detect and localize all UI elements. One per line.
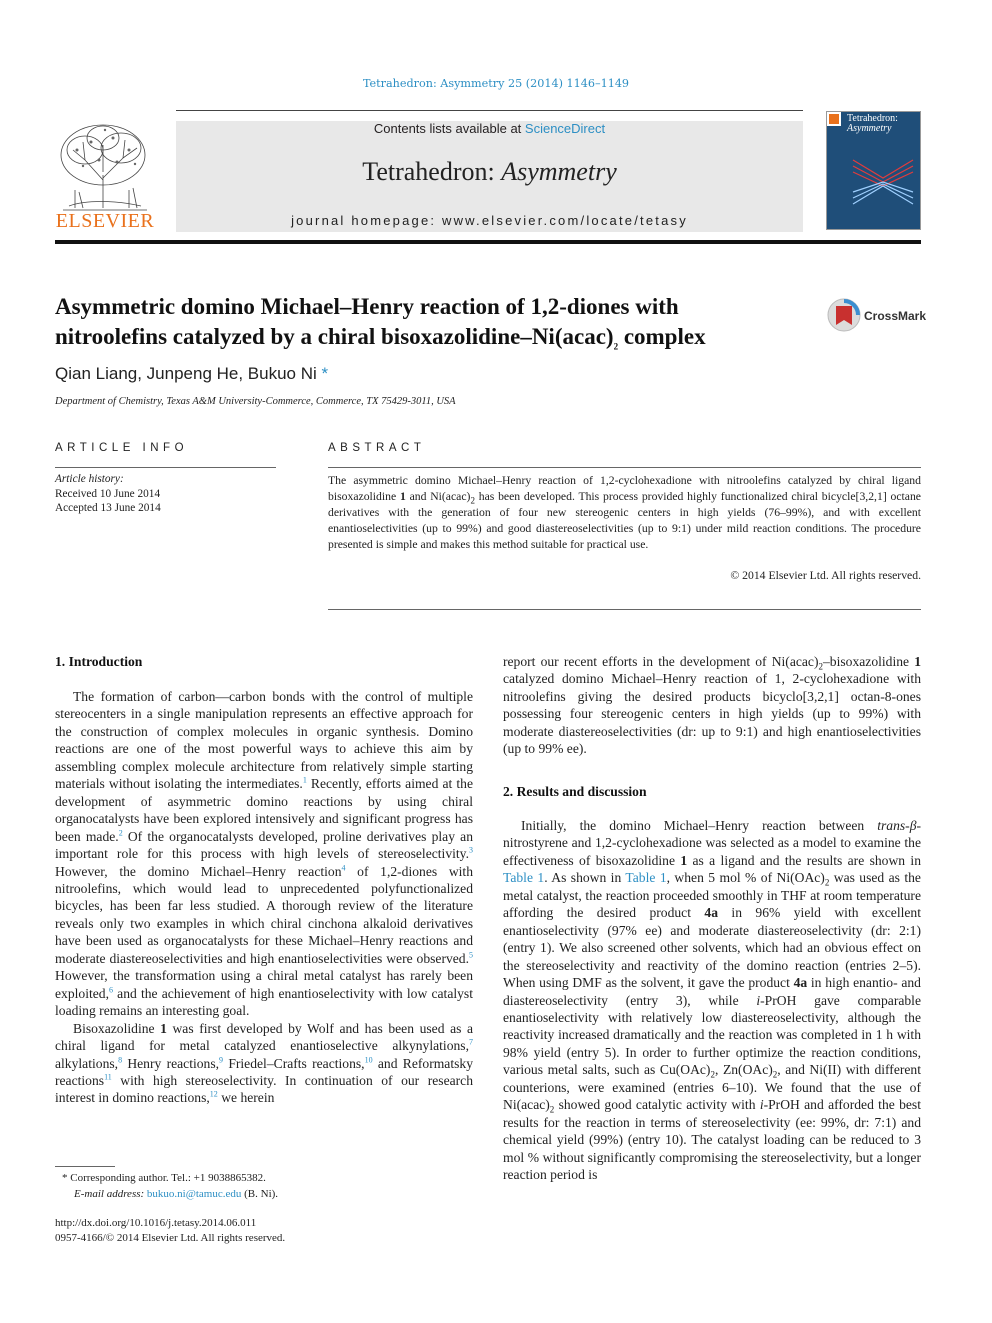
corresponding-author-note — [62, 1170, 266, 1186]
results-body — [503, 817, 921, 1184]
article-history — [55, 472, 161, 516]
contents-line — [176, 121, 803, 136]
compound-ref: 4a — [793, 975, 808, 991]
title-sub: 2 — [613, 341, 619, 352]
affiliation: Department of Chemistry, Texas A&M University-Commerce, Commerce, TX 75429-3011, USA — [55, 396, 456, 407]
text: -PrOH and afforded the best results for the reaction in terms of stereoselectivity (ee: 99%, dr: 7:1) and chemical yield (99%) (entry 10). The catalyst loading can be reduced to 3 mol % without significantly compromising the stereoselectivity, but a longer reaction period is — [503, 1097, 921, 1183]
cover-title-b: Asymmetry — [847, 123, 892, 134]
italic-text: i — [756, 992, 761, 1008]
doi-link[interactable]: http://dx.doi.org/10.1016/j.tetasy.2014.06.011 — [55, 1217, 257, 1229]
text: Friedel–Crafts reactions, — [223, 1055, 365, 1071]
journal-header-banner — [176, 121, 803, 232]
abstract-bottom-rule — [328, 609, 921, 610]
section-heading-results: 2. Results and discussion — [503, 784, 647, 799]
article-title — [55, 292, 815, 352]
text: However, the transformation using a chiral metal catalyst has rarely been exploited, — [55, 968, 473, 1001]
author-names: Qian Liang, Junpeng He, Bukuo Ni — [55, 364, 322, 383]
text: . As shown in — [544, 870, 626, 886]
text: , when 5 mol % of Ni(OAc) — [666, 870, 825, 886]
history-label: Article history: — [55, 473, 124, 485]
text: -nitrostyrene and 1,2-cyclohexadione was selected as a model to examine the effectiveness of bisoxazolidine — [503, 818, 921, 868]
crossmark-label[interactable]: CrossMark — [864, 309, 927, 323]
subscript: 2 — [549, 1104, 555, 1115]
compound-ref: 1 — [680, 852, 688, 868]
text: alkylations, — [55, 1055, 119, 1071]
introduction-body — [55, 688, 473, 1107]
reference-link[interactable]: 5 — [469, 950, 473, 960]
journal-citation[interactable]: Tetrahedron: Asymmetry 25 (2014) 1146–1149 — [362, 77, 630, 90]
reference-link[interactable]: 2 — [118, 828, 123, 838]
title-line-2-a: nitroolefins catalyzed by a chiral bisoxazolidine–Ni(acac) — [55, 324, 614, 349]
italic-text: trans-β — [877, 818, 917, 833]
text: , Zn(OAc) — [714, 1062, 773, 1078]
title-line-1: Asymmetric domino Michael–Henry reaction of 1,2-diones with — [55, 294, 679, 319]
received-date: Received 10 June 2014 — [55, 487, 161, 500]
compound-ref: 1 — [914, 654, 921, 669]
abstract-text — [328, 473, 921, 553]
text: was first developed by Wolf and has been used as a chiral ligand for metal catalyzed enantioselective alkynylations, — [55, 1020, 473, 1054]
text: Initially, the domino Michael–Henry reaction between — [521, 818, 878, 833]
subscript: 2 — [818, 661, 823, 672]
table-1-link[interactable]: Table 1 — [503, 870, 545, 886]
text: of 1,2-diones with nitroolefins, which would lead to unprecedented polyfunctionalized bicycles, has been far less studied. A thorough review of the literature reveals only two examples in which chiral cinchona alkaloid derivatives have been used as organocatalysts for these Michael–Henry reactions and moderate diastereoselectivities and high enantioselectivities were observed. — [55, 863, 473, 966]
text: However, the domino Michael–Henry reaction — [55, 863, 342, 879]
reference-link[interactable]: 8 — [118, 1054, 123, 1064]
email-label: E-mail address: — [74, 1188, 147, 1200]
reference-link[interactable]: 6 — [108, 985, 113, 995]
intro-paragraph-3 — [503, 653, 921, 758]
text: and the achievement of high enantioselectivity with low catalyst loading remains an interesting goal. — [55, 985, 473, 1019]
title-line-2 — [55, 322, 815, 352]
subscript: 2 — [470, 495, 475, 506]
sciencedirect-link[interactable]: ScienceDirect — [524, 121, 606, 136]
text: -PrOH gave comparable enantioselectivity with relatively low diastereoselectivity, although the reactivity increased dramatically and the reaction was completed in 1 h with 98% yield (entry 5). In order to further optimize the reaction conditions, various metal salts, such as Cu(OAc) — [503, 992, 921, 1078]
text: with high stereoselectivity. In continuation of our research interest in domino reactions, — [55, 1072, 473, 1106]
subscript: 2 — [824, 878, 830, 889]
text: , and Ni(II) with different counterions, were examined (entries 6–10). We found that the use of Ni(acac) — [503, 1062, 921, 1113]
title-line-2-b: complex — [618, 324, 706, 349]
elsevier-wordmark: ELSEVIER — [55, 210, 155, 232]
journal-title-italic: Asymmetry — [501, 157, 617, 186]
section-heading-introduction: 1. Introduction — [55, 654, 143, 669]
reference-link[interactable]: 1 — [302, 775, 307, 785]
subscript: 2 — [772, 1070, 778, 1081]
footnote-rule — [55, 1166, 115, 1167]
text: showed good catalytic activity with — [554, 1097, 760, 1113]
cover-artwork — [847, 148, 919, 218]
results-paragraph-1 — [503, 817, 921, 1184]
email-note — [74, 1186, 278, 1202]
abstract-part: has been developed. This process provided highly functionalized chiral bicycle[3,2,1] octane derivatives with the generation of four new stereogenic centers in high yields (76–99%), and with excellent enantioselectivities (up to 99%) and good diastereoselectivities (up to 9:1) under mild reaction conditions. The procedure presented is simple and makes this method suitable for practical use. — [328, 490, 921, 551]
article-info-rule — [55, 467, 276, 468]
journal-homepage[interactable]: journal homepage: www.elsevier.com/locate/tetasy — [291, 213, 688, 228]
compound-ref: 1 — [399, 490, 406, 503]
abstract-part: The asymmetric domino Michael–Henry reaction of 1,2-cyclohexadione with nitroolefins catalyzed by chiral ligand bisoxazolidine — [328, 474, 921, 503]
journal-title — [176, 157, 803, 187]
reference-link[interactable]: 10 — [364, 1054, 373, 1064]
abstract-label: ABSTRACT — [328, 442, 426, 454]
journal-cover-thumbnail[interactable] — [826, 111, 921, 230]
text: report our recent efforts in the development of Ni(acac) — [503, 654, 819, 669]
compound-ref: 4a — [704, 905, 718, 921]
text: we herein — [217, 1090, 275, 1106]
reference-link[interactable]: 7 — [469, 1037, 473, 1047]
text: was used as the metal catalyst, the reaction proceeded smoothly in THF at room temperature affording the desired product — [503, 870, 921, 921]
reference-link[interactable]: 12 — [209, 1089, 218, 1099]
cover-title — [827, 114, 921, 134]
text: as a ligand and the results are shown in — [687, 852, 921, 868]
intro-paragraph-1 — [55, 688, 473, 1020]
text: and Reformatsky reactions — [55, 1055, 473, 1088]
header-bottom-rule — [55, 240, 921, 244]
text: in 96% yield with excellent enantioselectivity (97% ee) and moderate diastereoselectivity (dr: 2:1) (entry 1). We also screened other solvents, which had an obvious effect on the stereoselectivity and reactivity of the domino reaction (entries 2–5). When using DMF as the solvent, it gave the product — [503, 905, 921, 991]
crossmark-icon[interactable] — [826, 297, 862, 333]
reference-link[interactable]: 11 — [104, 1072, 112, 1082]
abstract-copyright: © 2014 Elsevier Ltd. All rights reserved. — [730, 569, 921, 582]
author-list — [55, 364, 328, 384]
intro-paragraph-2 — [55, 1020, 473, 1107]
cover-title-a: Tetrahedron: — [847, 113, 898, 124]
footnote-text: Corresponding author. Tel.: +1 9038865382. — [67, 1172, 266, 1184]
reference-link[interactable]: 9 — [219, 1054, 224, 1064]
text: in high enantio- and diastereoselectivity (entry 3), while — [503, 975, 921, 1008]
abstract-top-rule — [328, 467, 921, 468]
text: Henry reactions, — [122, 1055, 220, 1071]
corresponding-author-marker[interactable]: * — [321, 364, 329, 383]
table-1-link[interactable]: Table 1 — [625, 870, 667, 886]
text: The formation of carbon—carbon bonds with the control of multiple stereocenters in a single manipulation represents an effective approach for the construction of complex molecules in organic synthesis. Domino reactions are one of the most powerful ways to achieve this aim by assembling complex molecule architecture from relatively simple starting materials without isolating the intermediates. — [55, 689, 473, 792]
intro-continued — [503, 653, 921, 758]
email-suffix: (B. Ni). — [241, 1188, 279, 1200]
text: Of the organocatalysts developed, proline derivatives play an important role for this process with high levels of stereoselectivity. — [55, 828, 473, 862]
italic-text: i — [759, 1097, 764, 1113]
contents-prefix: Contents lists available at — [373, 121, 525, 136]
reference-link[interactable]: 3 — [469, 845, 473, 855]
reference-link[interactable]: 4 — [341, 863, 346, 872]
compound-ref: 1 — [160, 1020, 167, 1036]
accepted-date: Accepted 13 June 2014 — [55, 502, 161, 514]
subscript: 2 — [710, 1070, 715, 1081]
header-top-rule — [176, 110, 803, 111]
issn-copyright: 0957-4166/© 2014 Elsevier Ltd. All rights reserved. — [55, 1232, 286, 1244]
text: Bisoxazolidine — [73, 1020, 161, 1036]
text: Recently, efforts aimed at the development of asymmetric domino reactions by using chiral organocatalysts have been explored intensively and significant progress has been made. — [55, 776, 473, 844]
email-link[interactable]: bukuo.ni@tamuc.edu — [146, 1188, 242, 1200]
article-info-label: ARTICLE INFO — [55, 442, 189, 454]
text: –bisoxazolidine — [823, 654, 915, 669]
abstract-part: and Ni(acac) — [405, 490, 471, 503]
footnote-mark: * — [62, 1172, 68, 1184]
text: catalyzed domino Michael–Henry reaction of 1, 2-cyclohexadione with nitroolefins giving the desired products bicyclo[3,2,1] octan-8-ones possessing four stereogenic centers in high yields (up to 99%) with moderate diastereoselectivities (dr: up to 9:1) and high enantioselectivities (up to 99% ee). — [503, 671, 921, 757]
journal-title-main: Tetrahedron: — [362, 157, 502, 186]
